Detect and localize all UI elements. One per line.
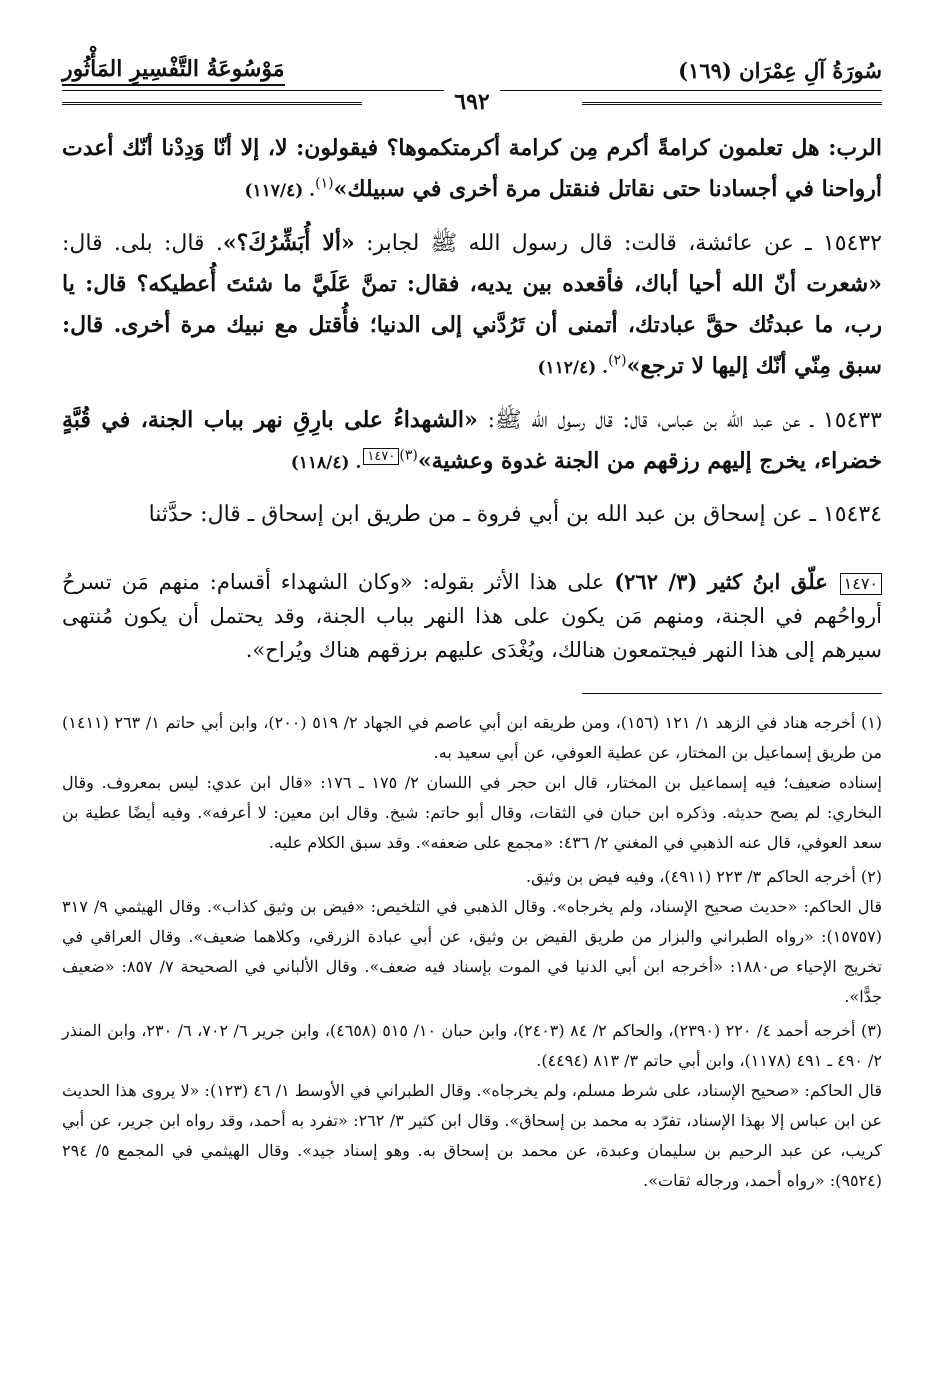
main-text xyxy=(62,128,882,535)
page xyxy=(62,52,882,1196)
narration-15432 xyxy=(62,223,882,388)
encyclopedia-title: مَوْسُوعَةُ التَّفْسِيرِ المَأْثُور xyxy=(62,56,285,86)
volume-reference: . (١١٧/٤) xyxy=(244,181,316,201)
editorial-note xyxy=(62,565,882,667)
volume-reference: . (١١٢/٤) xyxy=(537,358,609,378)
hadith-text: «الشهداءُ على بارِقِ نهر بباب الجنة، في قُبَّةٍ خضراء، يخرج إليهم رزقهم من الجنة غدوة وعشية» xyxy=(62,407,882,474)
hadith-text: «ألا أُبَشِّرُكَ؟» xyxy=(222,230,355,256)
volume-reference: . (١١٨/٤) xyxy=(290,453,362,473)
isnad-text: ١٥٤٣٣ ـ عن عبد الله بن عباس، قال: قال رسول الله ﷺ: xyxy=(477,408,882,433)
ornament-line-right xyxy=(582,102,882,105)
page-number-row xyxy=(62,90,882,114)
footnote-3-commentary: قال الحاكم: «صحيح الإسناد، على شرط مسلم، ولم يخرجاه». وقال الطبراني في الأوسط ١/ ٤٦ (١٢٣): «لا يروى هذا الحديث عن ابن عباس إلا بهذا الإسناد، تفرّد به محمد بن إسحاق». وقال ابن كثير ٣/ ٢٦٢: «تفرد به أحمد، وقد رواه ابن جرير، عن أبي كريب، عن عبد الرحيم بن سليمان وعبدة، عن محمد بن إسحاق به. وهو إسناد جيد». وقال الهيثمي في المجمع ٥/ ٢٩٤ (٩٥٢٤): «رواه أحمد، ورجاله ثقات». xyxy=(62,1081,883,1190)
hadith-text: الرب: هل تعلمون كرامةً أكرم مِن كرامة أكرمتكموها؟ فيقولون: لا، إلا أنّا وَدِدْنا أنّك أعدت أرواحنا في أجسادنا حتى نقاتل فنقتل مرة أخرى في سبيلك» xyxy=(62,135,882,202)
footnote-marker: (٢) xyxy=(608,352,627,369)
footnote-1-commentary: إسناده ضعيف؛ فيه إسماعيل بن المختار، قال ابن حجر في اللسان ٢/ ١٧٥ ـ ١٧٦: «قال ابن عدي: ليس بمعروف. وقال البخاري: لم يصح حديثه. وذكره ابن حبان في الثقات، وقال أبو حاتم: شيخ. وقال ابن معين: لا أعرفه». وفيه أيضًا عطية بن سعد العوفي، قال عنه الذهبي في المغني ٢/ ٤٣٦: «مجمع على ضعفه». وقد سبق الكلام عليه. xyxy=(62,773,883,852)
footnote-marker: (١) xyxy=(315,175,334,192)
narration-15434 xyxy=(62,495,882,535)
note-box-number: ١٤٧٠ xyxy=(840,573,882,595)
footnote-2: (٢) أخرجه الحاكم ٣/ ٢٢٣ (٤٩١١)، وفيه فيض بن وثيق. xyxy=(525,867,882,886)
note-lead: علّق ابنُ كثير (٣/ ٢٦٢) xyxy=(614,569,828,594)
surah-title: سُورَةُ آلِ عِمْرَان (١٦٩) xyxy=(678,58,882,83)
hadith-text: «شعرت أنّ الله أحيا أباك، فأقعده بين يديه، فقال: تمنَّ عَلَيَّ ما شئتَ أُعطيكه؟ قال: يا رب، ما عبدتُك حقَّ عبادتك، أتمنى أن تَرُدَّني إلى الدنيا؛ فأُقتل مع نبيك مرة أخرى. قال: سبق مِنّي أنّك إليها لا ترجع» xyxy=(62,271,882,379)
paragraph-continued xyxy=(62,128,882,211)
footnote-3: (٣) أخرجه أحمد ٤/ ٢٢٠ (٢٣٩٠)، والحاكم ٢/ ٨٤ (٢٤٠٣)، وابن حبان ١٠/ ٥١٥ (٤٦٥٨)، وابن جرير ٦/ ٧٠٢، ٦/ ٢٣٠، وابن المنذر ٢/ ٤٩٠ ـ ٤٩١ (١١٧٨)، وابن أبي حاتم ٣/ ٨١٣ (٤٤٩٤). xyxy=(62,1021,883,1070)
narration-text: . قال: بلى. قال: xyxy=(62,231,223,256)
note-box-number: ١٤٧٠ xyxy=(363,448,399,465)
narration-15433 xyxy=(62,400,882,483)
footnote-2-commentary: قال الحاكم: «حديث صحيح الإسناد، ولم يخرجاه». وقال الذهبي في التلخيص: «فيض بن وثيق كذاب». وقال الهيثمي ٩/ ٣١٧ (١٥٧٥٧): «رواه الطبراني والبزار من طريق الفيض بن وثيق، عن أبي عبادة الزرقي، وكلاهما ضعيف». وقال العراقي في تخريج الإحياء ص١٨٨٠: «أخرجه ابن أبي الدنيا في الموت بإسناد فيه ضعف». وقال الألباني في الصحيحة ٧/ ٨٥٧: «ضعيف جدًّا». xyxy=(62,897,883,1006)
note-text: على هذا الأثر بقوله: «وكان الشهداء أقسام: منهم مَن تسرحُ أرواحُهم في الجنة، ومنهم مَن يكون على هذا النهر بباب الجنة، وقد يحتمل أن يكون مُنتهى سيرهم إلى هذا النهر فيجتمعون هنالك، ويُغْدَى عليهم برزقهم هناك ويُراح». xyxy=(62,570,882,662)
footnotes xyxy=(62,708,882,1196)
footnote-marker: (٣) xyxy=(399,447,418,464)
isnad-text: ١٥٤٣٤ ـ عن إسحاق بن عبد الله بن أبي فروة ـ من طريق ابن إسحاق ـ قال: حدَّثنا xyxy=(148,502,882,527)
footnote-1: (١) أخرجه هناد في الزهد ١/ ١٢١ (١٥٦)، ومن طريقه ابن أبي عاصم في الجهاد ٢/ ٥١٩ (٢٠٠)، وابن أبي حاتم ١/ ٢٦٣ (١٤١١) من طريق إسماعيل بن المختار، عن عطية العوفي، عن أبي سعيد به. xyxy=(62,713,883,762)
footnote-divider xyxy=(582,693,882,694)
isnad-text: ١٥٤٣٢ ـ عن عائشة، قالت: قال رسول الله ﷺ لجابر: xyxy=(354,231,882,256)
page-number: ٦٩٢ xyxy=(444,89,499,115)
ornament-line-left xyxy=(62,102,362,105)
